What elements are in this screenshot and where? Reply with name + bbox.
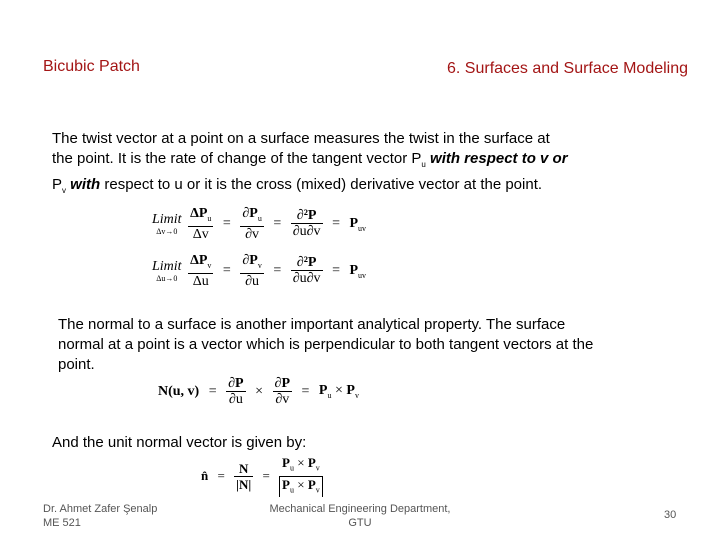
para2-line2: normal at a point is a vector which is perpendicular to both tangent vectors at the bbox=[58, 336, 594, 353]
para1-line2: the point. It is the rate of change of the tangent vector $P_u$ with respect to v or bbox=[52, 150, 568, 169]
twist-equation-v: Limit Δu→0 $\frac{\Delta P_v}{\Delta u}$ = $\frac{\partial P_v}{\partial u}$ = $\frac{\text{∂²P}}{\partial u\partial v}$ = $P_{uv}$ bbox=[152, 253, 367, 289]
normal-vector-equation: N(u, v) = $\frac{\partial P}{\partial u}$ × $\frac{\partial P}{\partial v}$ = $P_u \times P_v$ bbox=[158, 376, 359, 407]
para2-line3: point. bbox=[58, 356, 95, 373]
slide-section-title: Bicubic Patch bbox=[43, 58, 140, 75]
para1-line3: $P_v$ with respect to u or it is the cross (mixed) derivative vector at the point. bbox=[52, 176, 543, 195]
page-number: 30 bbox=[664, 509, 677, 521]
footer-department bbox=[262, 502, 458, 530]
unit-normal-paragraph: And the unit normal vector is given by: bbox=[52, 434, 307, 451]
author-name: Dr. Ahmet Zafer Şenalp bbox=[43, 503, 158, 515]
course-code: ME 521 bbox=[43, 517, 81, 529]
unit-normal-equation: n̂ = $\frac{N}{|N|}$ = $\frac{P_u \times P_v}{P_u \times P_v}$ bbox=[198, 455, 326, 497]
footer-author bbox=[43, 502, 157, 530]
chapter-title: 6. Surfaces and Surface Modeling bbox=[447, 60, 689, 77]
department-name: Mechanical Engineering Department, bbox=[269, 503, 451, 515]
para1-line1: The twist vector at a point on a surface measures the twist in the surface at bbox=[52, 130, 550, 147]
twist-equation-u: Limit Δv→0 $\frac{\Delta P_u}{\Delta v}$ = $\frac{\partial P_u}{\partial v}$ = $\frac{\text{∂²P}}{\partial u\partial v}$ = $P_{uv}$ bbox=[152, 206, 367, 242]
para2-line1: The normal to a surface is another important analytical property. The surface bbox=[58, 316, 566, 333]
surface-normal-paragraph bbox=[58, 315, 698, 375]
twist-vector-paragraph bbox=[52, 129, 692, 201]
university-name: GTU bbox=[348, 517, 372, 529]
